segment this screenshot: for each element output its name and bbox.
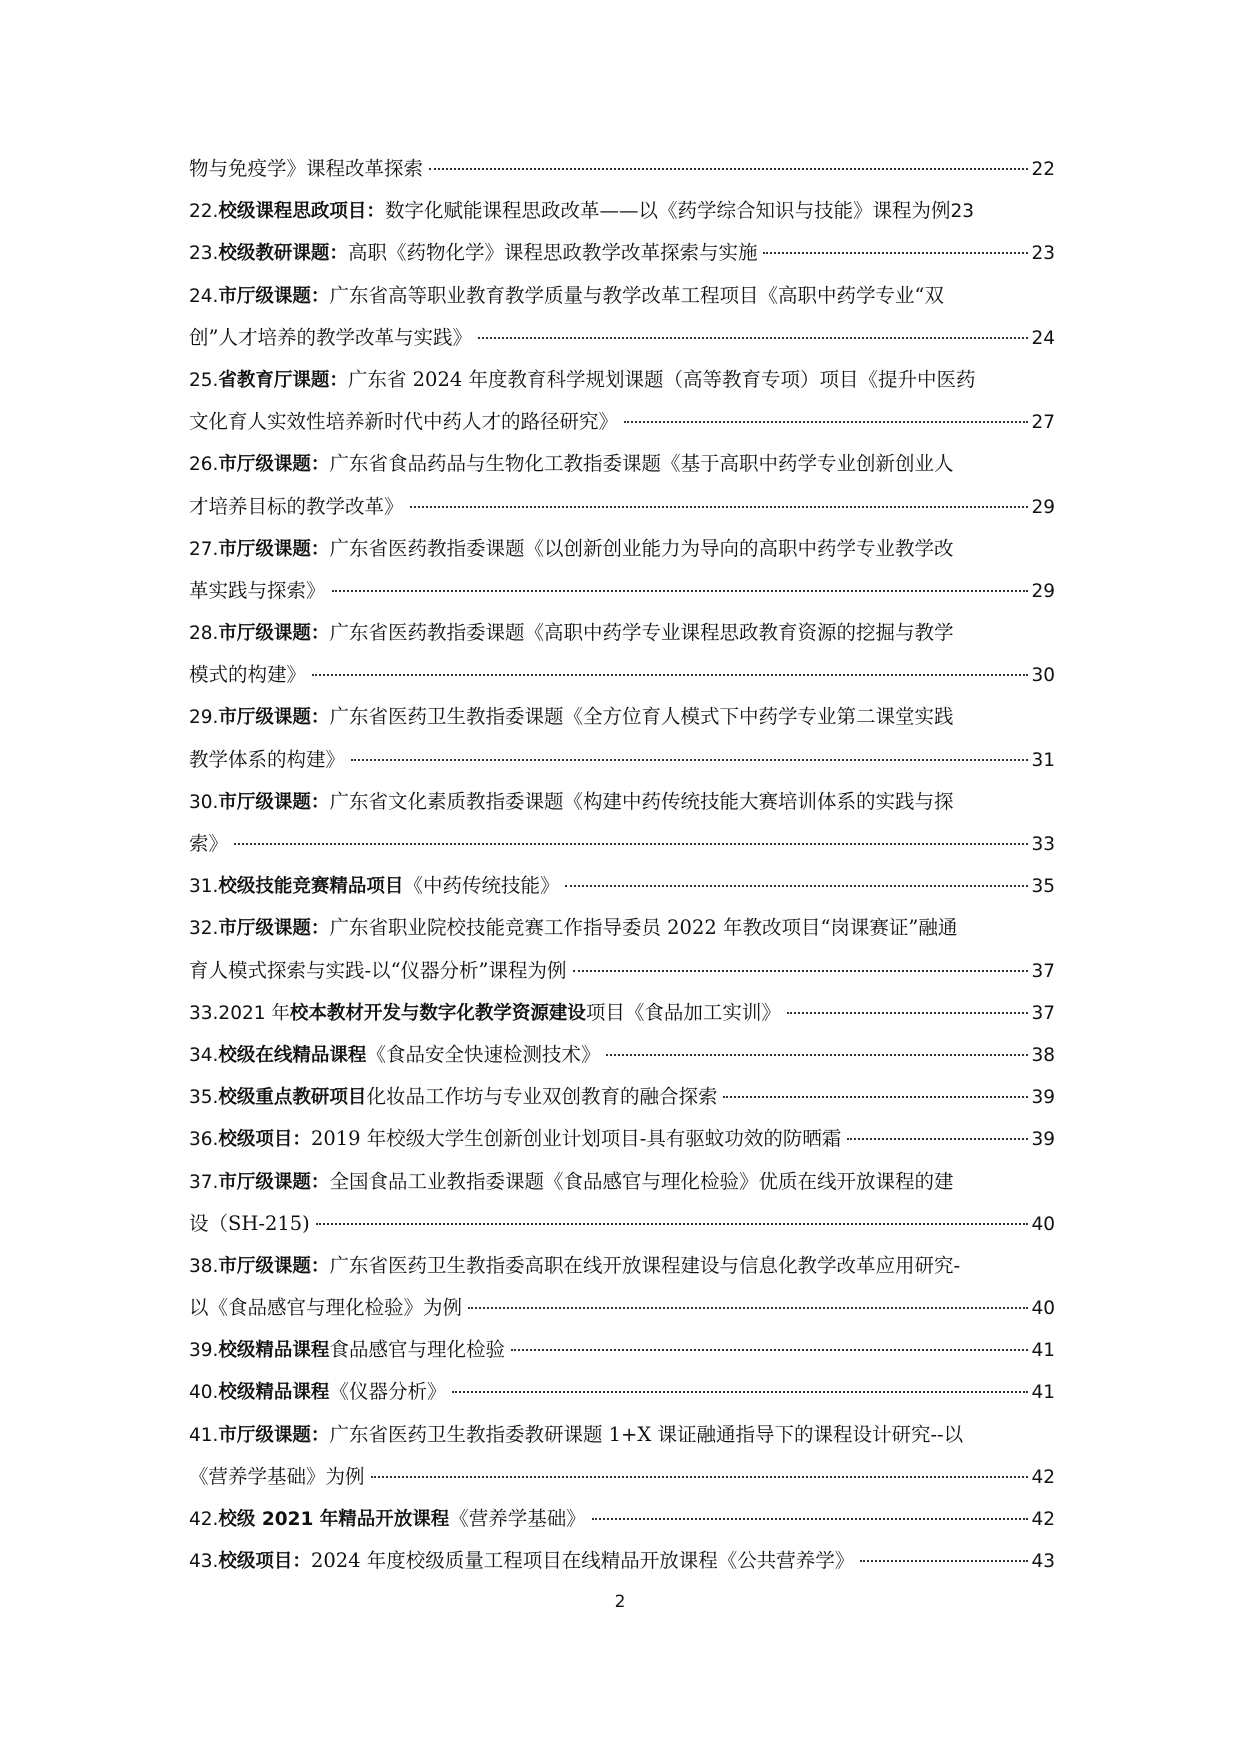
toc-entry-page: 29 [1031,580,1055,602]
toc-entry[interactable] [189,612,1055,654]
toc-entry-text: 索》 [189,832,229,855]
toc-entry-text: 创”人才培养的教学改革与实践》 [189,325,472,349]
toc-entry-number: 42. [189,1509,219,1530]
toc-entry-number: 31. [189,876,219,898]
toc-entry[interactable] [189,950,1055,992]
toc-entry-page: 33 [1031,834,1055,855]
toc-leader-dots [787,1012,1029,1014]
toc-entry-title [189,992,781,1035]
toc-entry-page: 23 [950,201,974,223]
toc-entry-page: 35 [1031,876,1055,898]
toc-leader-dots [573,970,1029,972]
toc-entry[interactable] [189,317,1055,359]
toc-entry-text: 广东省医药教指委课题《高职中药学专业课程思政教育资源的挖掘与教学 [329,621,954,645]
toc-entry-page: 40 [1031,1213,1055,1235]
toc-leader-dots [565,885,1028,887]
toc-entry[interactable] [189,1034,1055,1076]
toc-entry-title [189,148,423,190]
toc-entry-number: 40. [189,1382,219,1404]
page-number: 2 [614,1592,626,1612]
toc-entry[interactable] [189,992,1055,1034]
toc-leader-dots [429,168,1028,170]
toc-entry-page: 39 [1031,1129,1055,1151]
toc-entry-title [189,1034,600,1077]
toc-entry-title [189,275,944,318]
toc-entry-title [189,907,957,950]
toc-leader-dots [332,590,1029,592]
toc-entry[interactable] [189,232,1055,274]
toc-entry-category: 市厅级课题： [218,918,330,940]
toc-entry-page: 38 [1031,1044,1055,1066]
toc-entry-text: 《中药传统技能》 [403,874,560,898]
toc-entry-number: 39. [189,1340,219,1362]
toc-entry-text: 项目《食品加工实训》 [585,1000,781,1024]
toc-entry[interactable] [189,486,1055,528]
toc-leader-dots [312,674,1028,676]
toc-entry-title [189,190,950,233]
toc-leader-dots [410,506,1029,508]
toc-entry-title [189,570,326,612]
toc-entry-text: 广东省文化素质教指委课题《构建中药传统技能大赛培训体系的实践与探 [329,789,954,813]
toc-entry-page: 30 [1031,665,1055,687]
toc-entry-category: 校级精品课程 [218,1340,330,1362]
toc-entry-category: 校级在线精品课程 [218,1044,367,1066]
toc-entry-title [189,1245,960,1288]
toc-entry-text: 广东省医药卫生教指委课题《全方位育人模式下中药学专业第二课堂实践 [329,705,954,729]
toc-entry[interactable] [189,401,1055,443]
toc-entry-title [189,1203,310,1245]
toc-entry-text: 广东省职业院校技能竞赛工作指导委员 2022 年教改项目“岗课赛证”融通 [329,916,958,940]
toc-entry-text: 以《食品感官与理化检验》为例 [189,1296,463,1320]
toc-entry-title [189,1161,953,1204]
toc-entry-number: 34. [189,1044,219,1066]
toc-entry-text: 高职《药物化学》课程思政教学改革探索与实施 [347,241,758,265]
toc-entry-category: 市厅级课题： [218,1424,330,1446]
toc-entry-text: 化妆品工作坊与专业双创教育的融合探索 [366,1085,718,1109]
toc-entry[interactable] [189,907,1055,949]
toc-entry-title [189,1456,365,1498]
toc-entry-page: 27 [1031,412,1055,434]
toc-entry-text: 《仪器分析》 [329,1380,447,1404]
toc-entry-title [189,865,559,908]
toc-entry-title [189,739,345,781]
toc-entry-number: 30. [189,791,219,813]
toc-entry-page: 24 [1031,327,1055,349]
toc-entry-text: 数字化赋能课程思政改革——以《药学综合知识与技能》课程为例 [384,199,951,223]
toc-entry-text: 2024 年度校级质量工程项目在线精品开放课程《公共营养学》 [310,1549,855,1573]
toc-entry-category: 校级重点教研项目 [218,1087,367,1109]
toc-entry-page: 37 [1031,1002,1055,1024]
toc-entry[interactable] [189,865,1055,907]
toc-entry-category: 校本教材开发与数字化教学资源建设 [289,1002,586,1024]
toc-entry-category: 校级项目： [218,1551,311,1573]
toc-leader-dots [234,843,1028,845]
toc-entry-category: 校级教研课题： [218,243,348,265]
toc-entry[interactable] [189,1498,1055,1540]
toc-entry[interactable] [189,739,1055,781]
toc-entry-page: 39 [1031,1087,1055,1109]
toc-entry-title [189,1118,841,1161]
toc-entry[interactable] [189,1161,1055,1203]
toc-entry-text: 全国食品工业教指委课题《食品感官与理化检验》优质在线开放课程的建 [329,1169,954,1193]
toc-entry-page: 29 [1031,496,1055,518]
toc-entry-title [189,528,953,571]
toc-entry-number: 38. [189,1255,219,1277]
toc-entry-number: 35. [189,1087,219,1109]
toc-entry-number: 26. [189,454,219,476]
toc-entry-text: 《营养学基础》为例 [189,1464,365,1488]
toc-entry-number: 36. [189,1129,219,1151]
toc-entry[interactable] [189,443,1055,485]
toc-entry[interactable] [189,1371,1055,1413]
toc-entry-category: 校级 2021 年精品开放课程 [218,1509,450,1530]
toc-leader-dots [723,1096,1028,1098]
toc-entry-title [189,443,953,486]
toc-entry-category: 市厅级课题： [218,285,330,307]
toc-entry-page: 37 [1031,960,1055,982]
toc-entry-text: 育人模式探索与实践-以“仪器分析”课程为例 [189,958,567,982]
toc-entry-title [189,1498,586,1541]
toc-entry-text: 革实践与探索》 [189,578,326,602]
toc-entry-title [189,232,757,275]
toc-entry-page: 23 [1031,243,1055,265]
toc-entry-category: 市厅级课题： [218,623,330,645]
toc-entry[interactable] [189,190,1055,232]
toc-leader-dots [468,1307,1028,1309]
toc-entry-title [189,317,472,359]
toc-entry-number: 41. [189,1424,219,1446]
toc-entry[interactable] [189,1118,1055,1160]
toc-leader-dots [592,1518,1029,1520]
toc-entry-text: 2019 年校级大学生创新创业计划项目-具有驱蚊功效的防晒霜 [310,1127,842,1151]
toc-entry-title [189,1414,963,1457]
toc-entry-text: 《营养学基础》 [449,1507,586,1530]
toc-leader-dots [624,421,1028,423]
toc-entry-text: 广东省医药教指委课题《以创新创业能力为导向的高职中药学专业教学改 [329,536,954,560]
toc-entry-text: 广东省医药卫生教指委高职在线开放课程建设与信息化教学改革应用研究- [329,1253,961,1277]
toc-entry-title [189,612,953,655]
toc-entry-category: 校级课程思政项目： [218,201,385,223]
toc-entry-number: 24. [189,285,219,307]
toc-leader-dots [316,1223,1029,1225]
toc-entry-title [189,781,953,824]
toc-entry-category: 市厅级课题： [218,707,330,729]
toc-entry-title [189,359,975,402]
toc-entry-number: 33.2021 年 [189,1002,290,1024]
toc-entry-text: 广东省食品药品与生物化工教指委课题《基于高职中药学专业创新创业人 [329,452,954,476]
toc-entry[interactable] [189,275,1055,317]
toc-entry[interactable] [189,1245,1055,1287]
toc-entry-page: 42 [1031,1509,1055,1530]
toc-entry-text: 文化育人实效性培养新时代中药人才的路径研究》 [189,410,619,434]
toc-entry-title [189,950,567,992]
toc-entry[interactable] [189,570,1055,612]
toc-entry-title [189,1540,854,1583]
toc-leader-dots [452,1391,1028,1393]
toc-entry-title [189,1329,505,1372]
toc-entry[interactable] [189,1414,1055,1456]
toc-entry-category: 校级项目： [218,1129,311,1151]
toc-entry-text: 广东省 2024 年度教育科学规划课题（高等教育专项）项目《提升中医药 [347,367,976,391]
toc-entry[interactable] [189,1540,1055,1582]
toc-leader-dots [763,252,1028,254]
toc-entry-category: 市厅级课题： [218,1171,330,1193]
toc-entry-text: 广东省医药卫生教指委教研课题 1+X 课证融通指导下的课程设计研究--以 [329,1422,964,1446]
toc-entry-title [189,1076,717,1119]
toc-entry-category: 市厅级课题： [218,791,330,813]
toc-entry[interactable] [189,359,1055,401]
toc-entry[interactable] [189,823,1055,865]
toc-entry-text: 模式的构建》 [189,663,307,687]
toc-entry[interactable] [189,1203,1055,1245]
toc-entry-number: 27. [189,538,219,560]
toc-leader-dots [606,1054,1028,1056]
toc-entry-text: 《食品安全快速检测技术》 [366,1042,601,1066]
toc-entry-number: 29. [189,707,219,729]
toc-entry-page: 41 [1031,1340,1055,1362]
toc-entry[interactable] [189,1456,1055,1498]
toc-entry-page: 31 [1031,749,1055,771]
toc-entry-text: 教学体系的构建》 [189,747,346,771]
toc-leader-dots [478,337,1028,339]
toc-entry[interactable] [189,654,1055,696]
toc-entry-category: 校级精品课程 [218,1382,330,1404]
toc-entry-text: 广东省高等职业教育教学质量与教学改革工程项目《高职中药学专业“双 [329,283,944,307]
toc-entry-title [189,823,228,865]
toc-entry[interactable] [189,1076,1055,1118]
toc-entry-category: 市厅级课题： [218,538,330,560]
toc-leader-dots [511,1349,1029,1351]
table-of-contents [189,148,1055,1582]
toc-leader-dots [351,759,1028,761]
toc-entry-title [189,401,618,443]
toc-entry-text: 食品感官与理化检验 [329,1338,505,1362]
toc-entry-number: 23. [189,243,219,265]
toc-entry-number: 22. [189,201,219,223]
toc-leader-dots [860,1560,1028,1562]
toc-entry-text: 设（SH-215) [189,1211,310,1235]
toc-entry-text: 才培养目标的教学改革》 [189,494,404,518]
toc-entry-title [189,1371,446,1414]
toc-leader-dots [371,1476,1029,1478]
toc-entry-page: 40 [1031,1298,1055,1320]
toc-entry-title [189,696,953,739]
toc-leader-dots [847,1138,1028,1140]
toc-entry-page: 22 [1031,159,1055,180]
toc-entry-title [189,654,306,696]
toc-entry-page: 43 [1031,1551,1055,1573]
toc-entry-page: 42 [1031,1466,1055,1488]
toc-entry[interactable] [189,528,1055,570]
toc-entry-number: 28. [189,623,219,645]
toc-entry-number: 43. [189,1551,219,1573]
toc-entry-number: 32. [189,918,219,940]
toc-entry[interactable] [189,148,1055,190]
toc-entry-number: 37. [189,1171,219,1193]
toc-entry-title [189,1287,462,1329]
toc-entry[interactable] [189,1287,1055,1329]
toc-entry-page: 41 [1031,1382,1055,1404]
toc-entry-number: 25. [189,369,219,391]
toc-entry-category: 省教育厅课题： [218,369,348,391]
toc-entry[interactable] [189,781,1055,823]
toc-entry-category: 市厅级课题： [218,1255,330,1277]
toc-entry-category: 校级技能竞赛精品项目 [218,876,404,898]
toc-entry-category: 市厅级课题： [218,454,330,476]
toc-entry-title [189,486,404,528]
toc-entry[interactable] [189,696,1055,738]
toc-entry[interactable] [189,1329,1055,1371]
toc-entry-text: 物与免疫学》课程改革探索 [189,157,424,180]
